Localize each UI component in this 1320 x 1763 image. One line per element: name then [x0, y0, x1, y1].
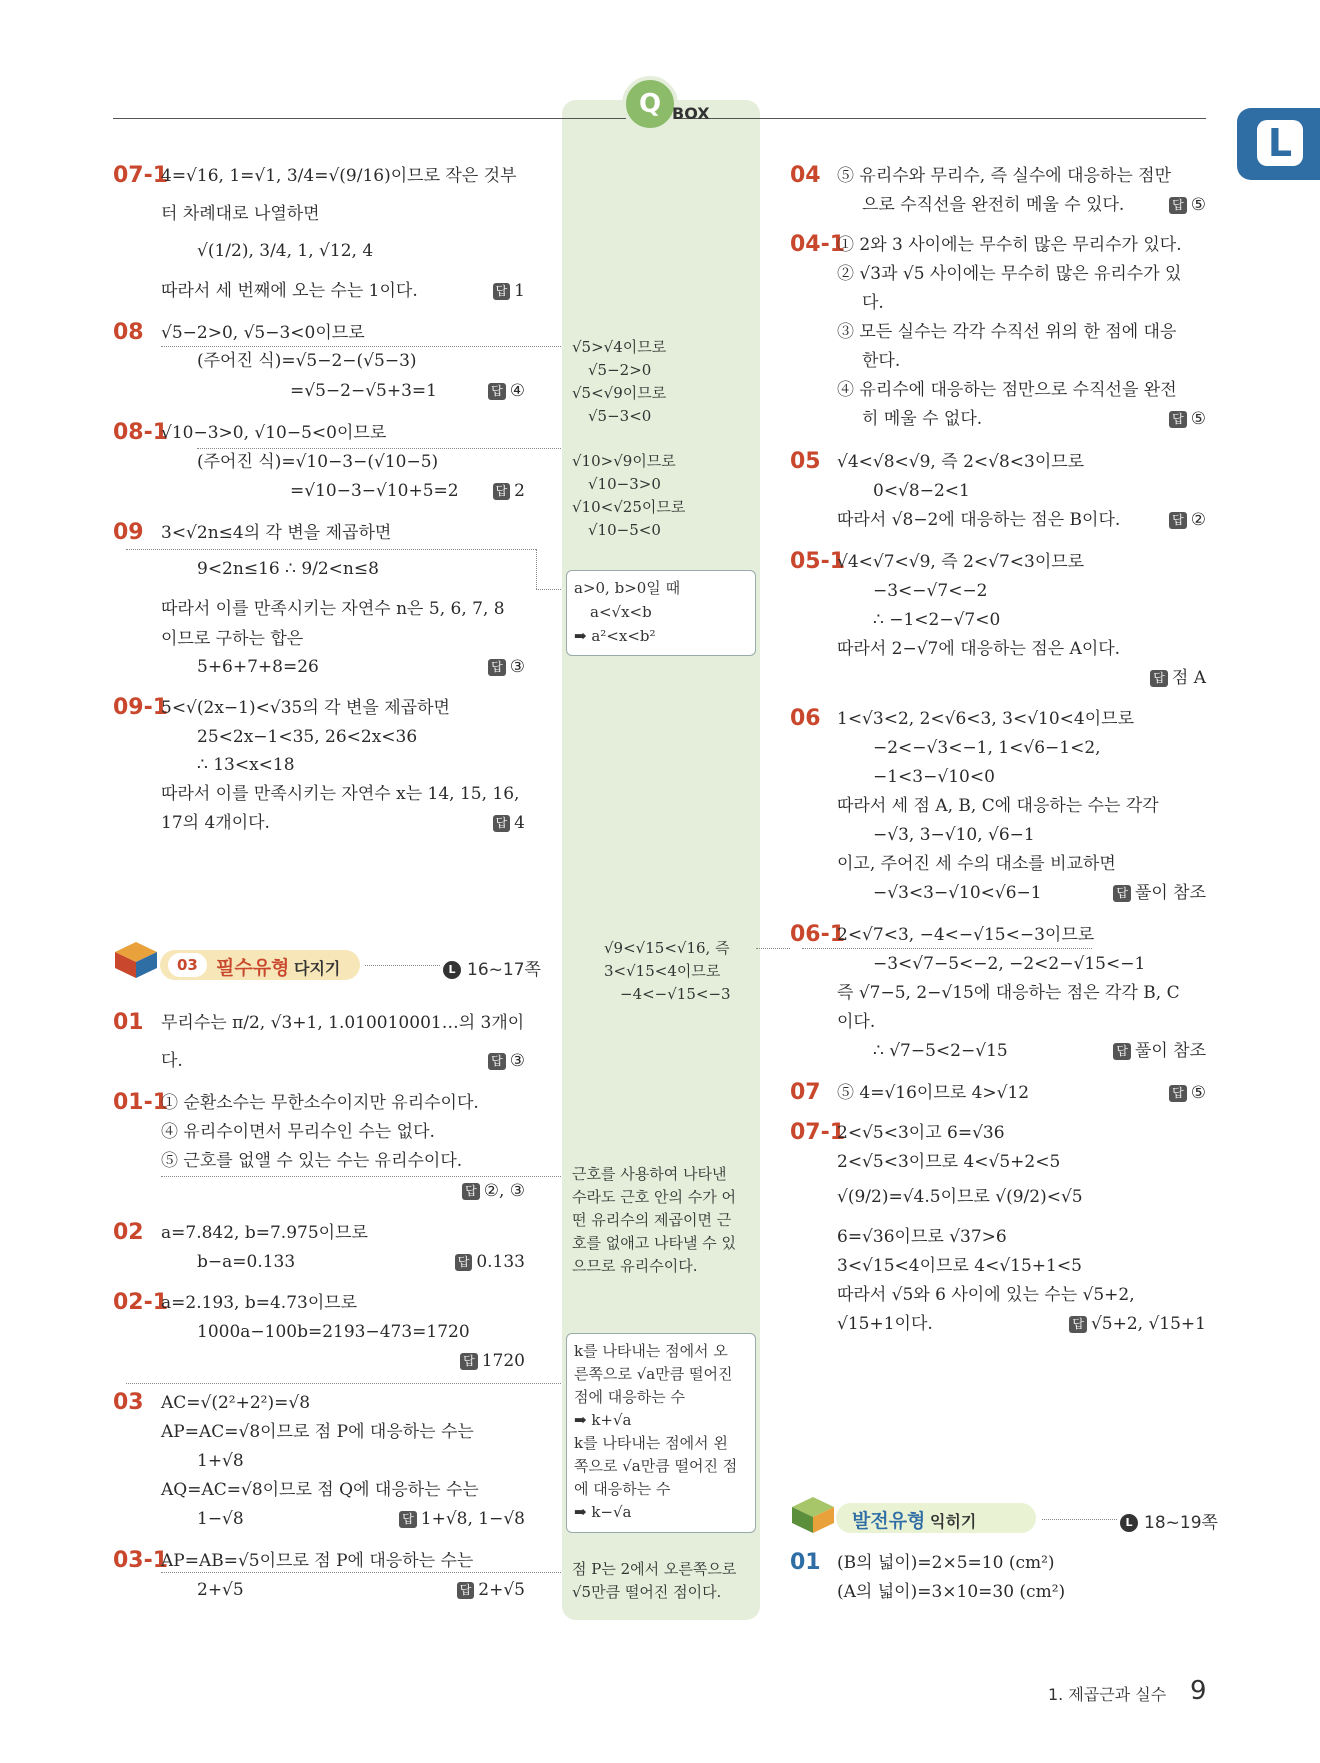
answer-mark-icon: 답	[1169, 197, 1187, 214]
solution-line: 즉 √7−5, 2−√15에 대응하는 점은 각각 B, C	[837, 983, 1180, 1003]
solution-line: (주어진 식)=√5−2−(√5−3)	[197, 351, 417, 371]
problem-number: 09-1	[113, 695, 169, 720]
answer: 답 1	[493, 280, 525, 302]
solution-line: 4=√16, 1=√1, 3/4=√(9/16)이므로 작은 것부	[161, 166, 517, 186]
qbox-note: ➡ k−√a	[574, 1503, 632, 1521]
leader-line	[536, 589, 561, 590]
page-reference: L 18~19쪽	[1120, 1508, 1218, 1533]
leader-line	[1042, 1519, 1117, 1520]
leader-line	[161, 346, 561, 347]
solution-line: 2+√5	[197, 1580, 244, 1600]
solution-line: b−a=0.133	[197, 1252, 296, 1272]
problem-number: 05-1	[790, 549, 846, 574]
solution-line: =√10−3−√10+5=2	[290, 481, 459, 501]
section-cube-icon	[113, 940, 159, 980]
solution-line: 2<√5<3이므로 4<√5+2<5	[837, 1152, 1061, 1172]
answer-mark-icon: 답	[455, 1254, 473, 1271]
solution-line: 이다.	[837, 1012, 876, 1032]
section-subtitle: 익히기	[930, 1512, 977, 1531]
solution-line: (B의 넓이)=2×5=10 (cm²)	[837, 1553, 1055, 1573]
section-number: 03	[168, 953, 207, 977]
answer-mark-icon: 답	[1113, 1043, 1131, 1060]
solution-line: −3<√7−5<−2, −2<2−√15<−1	[873, 954, 1146, 974]
solution-line: 5<√(2x−1)<√35의 각 변을 제곱하면	[161, 698, 450, 718]
qbox-note: 에 대응하는 수	[574, 1480, 671, 1498]
solution-line: AC=√(2²+2²)=√8	[161, 1393, 311, 1413]
answer: 답 풀이 참조	[1113, 882, 1206, 904]
answer: 답 ⑤	[1169, 408, 1206, 430]
lesson-icon: L	[443, 961, 461, 979]
leader-line	[197, 448, 561, 449]
qbox-note: ➡ a²<x<b²	[574, 627, 656, 645]
problem-number: 04-1	[790, 232, 846, 257]
qbox-note: √10−5<0	[588, 521, 661, 539]
problem-number: 01	[790, 1550, 821, 1575]
solution-line: 이고, 주어진 세 수의 대소를 비교하면	[837, 854, 1116, 874]
solution-line: 9<2n≤16 ∴ 9/2<n≤8	[197, 559, 379, 579]
solution-line: 다.	[161, 1051, 183, 1071]
solution-line: 1+√8	[197, 1451, 244, 1471]
solution-line: 2<√7<3, −4<−√15<−3이므로	[837, 925, 1095, 945]
solution-line: 따라서 세 점 A, B, C에 대응하는 수는 각각	[837, 796, 1159, 816]
solution-line: 으로 수직선을 완전히 메울 수 있다.	[862, 195, 1125, 215]
solution-line: ⑤ 근호를 없앨 수 있는 수는 유리수이다.	[161, 1151, 463, 1171]
leader-line	[536, 549, 537, 589]
solution-line: √5−2>0, √5−3<0이므로	[161, 323, 365, 343]
unit-tab	[1237, 108, 1320, 180]
answer-mark-icon: 답	[1069, 1316, 1087, 1333]
solution-line: 따라서 세 번째에 오는 수는 1이다.	[161, 281, 418, 301]
qbox-note: 수라도 근호 안의 수가 어	[572, 1188, 736, 1206]
solution-line: 이므로 구하는 합은	[161, 629, 304, 649]
solution-line: 히 메울 수 없다.	[862, 409, 983, 429]
answer-mark-icon: 답	[1169, 411, 1187, 428]
qbox-note: √5<√9이므로	[572, 384, 667, 402]
answer: 답 2+√5	[457, 1579, 525, 1601]
solution-line: ∴ 13<x<18	[197, 755, 295, 775]
problem-number: 08	[113, 320, 144, 345]
qbox-note: 근호를 사용하여 나타낸	[572, 1165, 727, 1183]
solution-line: 따라서 √5와 6 사이에 있는 수는 √5+2,	[837, 1285, 1135, 1305]
qbox-note: 호를 없애고 나타낼 수 있	[572, 1234, 736, 1252]
solution-line: 3<√2n≤4의 각 변을 제곱하면	[161, 523, 392, 543]
leader-line	[161, 1176, 561, 1177]
qbox-note: 3<√15<4이므로	[604, 962, 721, 980]
solution-line: 1−√8	[197, 1509, 244, 1529]
solution-line: 25<2x−1<35, 26<2x<36	[197, 727, 418, 747]
answer-mark-icon: 답	[493, 815, 511, 832]
problem-number: 07	[790, 1080, 821, 1105]
page-number: 9	[1190, 1676, 1207, 1706]
qbox-note: 점에 대응하는 수	[574, 1388, 685, 1406]
answer: 답 4	[493, 812, 525, 834]
problem-number: 03-1	[113, 1548, 169, 1573]
solution-line: 따라서 √8−2에 대응하는 점은 B이다.	[837, 510, 1121, 530]
problem-number: 02-1	[113, 1290, 169, 1315]
leader-line	[126, 1383, 561, 1384]
answer: 답 0.133	[455, 1251, 525, 1273]
leader-line	[161, 1572, 561, 1573]
solution-line: ② √3과 √5 사이에는 무수히 많은 유리수가 있	[837, 264, 1182, 284]
solution-line: −√3<3−√10<√6−1	[873, 883, 1042, 903]
leader-line	[802, 948, 1092, 949]
problem-number: 07-1	[790, 1120, 846, 1145]
leader-line	[365, 965, 440, 966]
leader-line	[126, 549, 536, 550]
solution-line: ① 순환소수는 무한소수이지만 유리수이다.	[161, 1093, 479, 1113]
answer-mark-icon: 답	[462, 1183, 480, 1200]
answer: 답 ⑤	[1169, 194, 1206, 216]
qbox-label: BOX	[672, 104, 710, 123]
solution-line: 5+6+7+8=26	[197, 657, 319, 677]
solution-line: ⑤ 유리수와 무리수, 즉 실수에 대응하는 점만	[837, 166, 1172, 186]
answer-mark-icon: 답	[488, 383, 506, 400]
answer: 답 ③	[488, 1050, 525, 1072]
answer-mark-icon: 답	[1113, 885, 1131, 902]
solution-line: √(9/2)=√4.5이므로 √(9/2)<√5	[837, 1187, 1083, 1207]
solution-line: 한다.	[862, 351, 901, 371]
solution-line: 17의 4개이다.	[161, 813, 270, 833]
qbox-note: √10<√25이므로	[572, 498, 686, 516]
qbox-note: √5>√4이므로	[572, 338, 667, 356]
solution-line: ① 2와 3 사이에는 무수히 많은 무리수가 있다.	[837, 235, 1182, 255]
qbox-note: √9<√15<√16, 즉	[604, 939, 730, 957]
unit-letter: L	[1257, 120, 1303, 166]
solution-line: 따라서 이를 만족시키는 자연수 x는 14, 15, 16,	[161, 784, 520, 804]
qbox-note: 른쪽으로 √a만큼 떨어진	[574, 1365, 733, 1383]
answer: 답 1720	[460, 1350, 525, 1372]
qbox-note: 쪽으로 √a만큼 떨어진 점	[574, 1457, 738, 1475]
problem-number: 08-1	[113, 420, 169, 445]
answer-mark-icon: 답	[399, 1511, 417, 1528]
problem-number: 01-1	[113, 1090, 169, 1115]
solution-line: (주어진 식)=√10−3−(√10−5)	[197, 452, 439, 472]
problem-number: 09	[113, 520, 144, 545]
qbox-note: a>0, b>0일 때	[574, 579, 681, 597]
solution-line: −√3, 3−√10, √6−1	[873, 825, 1035, 845]
page-reference: L 16~17쪽	[443, 955, 541, 980]
qbox-note: k를 나타내는 점에서 오	[574, 1342, 728, 1360]
answer: 답 ⑤	[1169, 1082, 1206, 1104]
answer-mark-icon: 답	[1169, 1085, 1187, 1102]
answer-mark-icon: 답	[460, 1353, 478, 1370]
solution-line: 0<√8−2<1	[873, 481, 970, 501]
solution-line: ③ 모든 실수는 각각 수직선 위의 한 점에 대응	[837, 322, 1177, 342]
answer: 답 ③	[488, 656, 525, 678]
solution-line: √10−3>0, √10−5<0이므로	[161, 423, 387, 443]
solution-line: 무리수는 π/2, √3+1, 1.010010001…의 3개이	[161, 1013, 525, 1033]
solution-line: 1<√3<2, 2<√6<3, 3<√10<4이므로	[837, 709, 1135, 729]
qbox-note: −4<−√15<−3	[620, 985, 731, 1003]
solution-line: ④ 유리수에 대응하는 점만으로 수직선을 완전	[837, 380, 1177, 400]
solution-line: =√5−2−√5+3=1	[290, 381, 437, 401]
solution-line: ④ 유리수이면서 무리수인 수는 없다.	[161, 1122, 435, 1142]
qbox-note: a<√x<b	[590, 603, 652, 621]
solution-line: (A의 넓이)=3×10=30 (cm²)	[837, 1582, 1066, 1602]
solution-line: 2<√5<3이고 6=√36	[837, 1123, 1005, 1143]
solution-line: 터 차례대로 나열하면	[161, 204, 320, 224]
answer: 답 √5+2, √15+1	[1069, 1313, 1206, 1335]
solution-line: 3<√15<4이므로 4<√15+1<5	[837, 1256, 1082, 1276]
answer: 답 풀이 참조	[1113, 1040, 1206, 1062]
section-subtitle: 다지기	[294, 959, 341, 978]
qbox-note: 으므로 유리수이다.	[572, 1257, 698, 1275]
solution-line: ∴ √7−5<2−√15	[873, 1041, 1008, 1061]
solution-line: a=7.842, b=7.975이므로	[161, 1223, 368, 1243]
answer: 답 점 A	[1150, 667, 1206, 689]
qbox-note: √10−3>0	[588, 475, 661, 493]
solution-line: −1<3−√10<0	[873, 767, 995, 787]
qbox-note: √5−3<0	[588, 407, 652, 425]
problem-number: 06-1	[790, 922, 846, 947]
qbox-note: √5−2>0	[588, 361, 652, 379]
section-cube-icon	[790, 1495, 836, 1535]
chapter-title: 1. 제곱근과 실수	[1048, 1685, 1167, 1704]
answer: 답 ②, ③	[462, 1180, 525, 1202]
qbox-note: 점 P는 2에서 오른쪽으로	[572, 1560, 737, 1578]
solution-line: −3<−√7<−2	[873, 581, 988, 601]
qbox-note: ➡ k+√a	[574, 1411, 632, 1429]
solution-line: 따라서 2−√7에 대응하는 점은 A이다.	[837, 639, 1121, 659]
leader-line	[756, 948, 790, 949]
section-title: 발전유형	[852, 1510, 926, 1532]
section-title: 필수유형	[216, 957, 290, 979]
solution-line: 1000a−100b=2193−473=1720	[197, 1322, 470, 1342]
problem-number: 06	[790, 706, 821, 731]
solution-line: ∴ −1<2−√7<0	[873, 610, 1001, 630]
answer-mark-icon: 답	[457, 1582, 475, 1599]
qbox-note: √10>√9이므로	[572, 452, 676, 470]
solution-line: 6=√36이므로 √37>6	[837, 1227, 1007, 1247]
qbox-note: k를 나타내는 점에서 왼	[574, 1434, 728, 1452]
qbox-badge: Q	[622, 76, 678, 132]
solution-line: a=2.193, b=4.73이므로	[161, 1293, 358, 1313]
problem-number: 01	[113, 1010, 144, 1035]
answer-mark-icon: 답	[493, 483, 511, 500]
answer: 답 ②	[1169, 509, 1206, 531]
answer-mark-icon: 답	[488, 659, 506, 676]
solution-line: √4<√7<√9, 즉 2<√7<3이므로	[837, 552, 1085, 572]
solution-line: 따라서 이를 만족시키는 자연수 n은 5, 6, 7, 8	[161, 599, 505, 619]
qbox-note: √5만큼 떨어진 점이다.	[572, 1583, 722, 1601]
problem-number: 05	[790, 449, 821, 474]
answer-mark-icon: 답	[1169, 512, 1187, 529]
answer-mark-icon: 답	[1150, 670, 1168, 687]
solution-line: AQ=AC=√8이므로 점 Q에 대응하는 수는	[161, 1480, 479, 1500]
solution-line: √15+1이다.	[837, 1314, 933, 1334]
answer: 답 ④	[488, 380, 525, 402]
answer-mark-icon: 답	[493, 283, 511, 300]
solution-line: −2<−√3<−1, 1<√6−1<2,	[873, 738, 1101, 758]
solution-line: AP=AB=√5이므로 점 P에 대응하는 수는	[161, 1551, 474, 1571]
lesson-icon: L	[1120, 1514, 1138, 1532]
problem-number: 02	[113, 1220, 144, 1245]
problem-number: 03	[113, 1390, 144, 1415]
qbox-note: 떤 유리수의 제곱이면 근	[572, 1211, 732, 1229]
solution-line: AP=AC=√8이므로 점 P에 대응하는 수는	[161, 1422, 474, 1442]
problem-number: 04	[790, 163, 821, 188]
answer-mark-icon: 답	[488, 1053, 506, 1070]
solution-line: ⑤ 4=√16이므로 4>√12	[837, 1083, 1030, 1103]
answer: 답 2	[493, 480, 525, 502]
solution-line: √(1/2), 3/4, 1, √12, 4	[197, 241, 374, 261]
solution-line: √4<√8<√9, 즉 2<√8<3이므로	[837, 452, 1085, 472]
problem-number: 07-1	[113, 163, 169, 188]
answer: 답 1+√8, 1−√8	[399, 1508, 525, 1530]
solution-line: 다.	[862, 293, 884, 313]
